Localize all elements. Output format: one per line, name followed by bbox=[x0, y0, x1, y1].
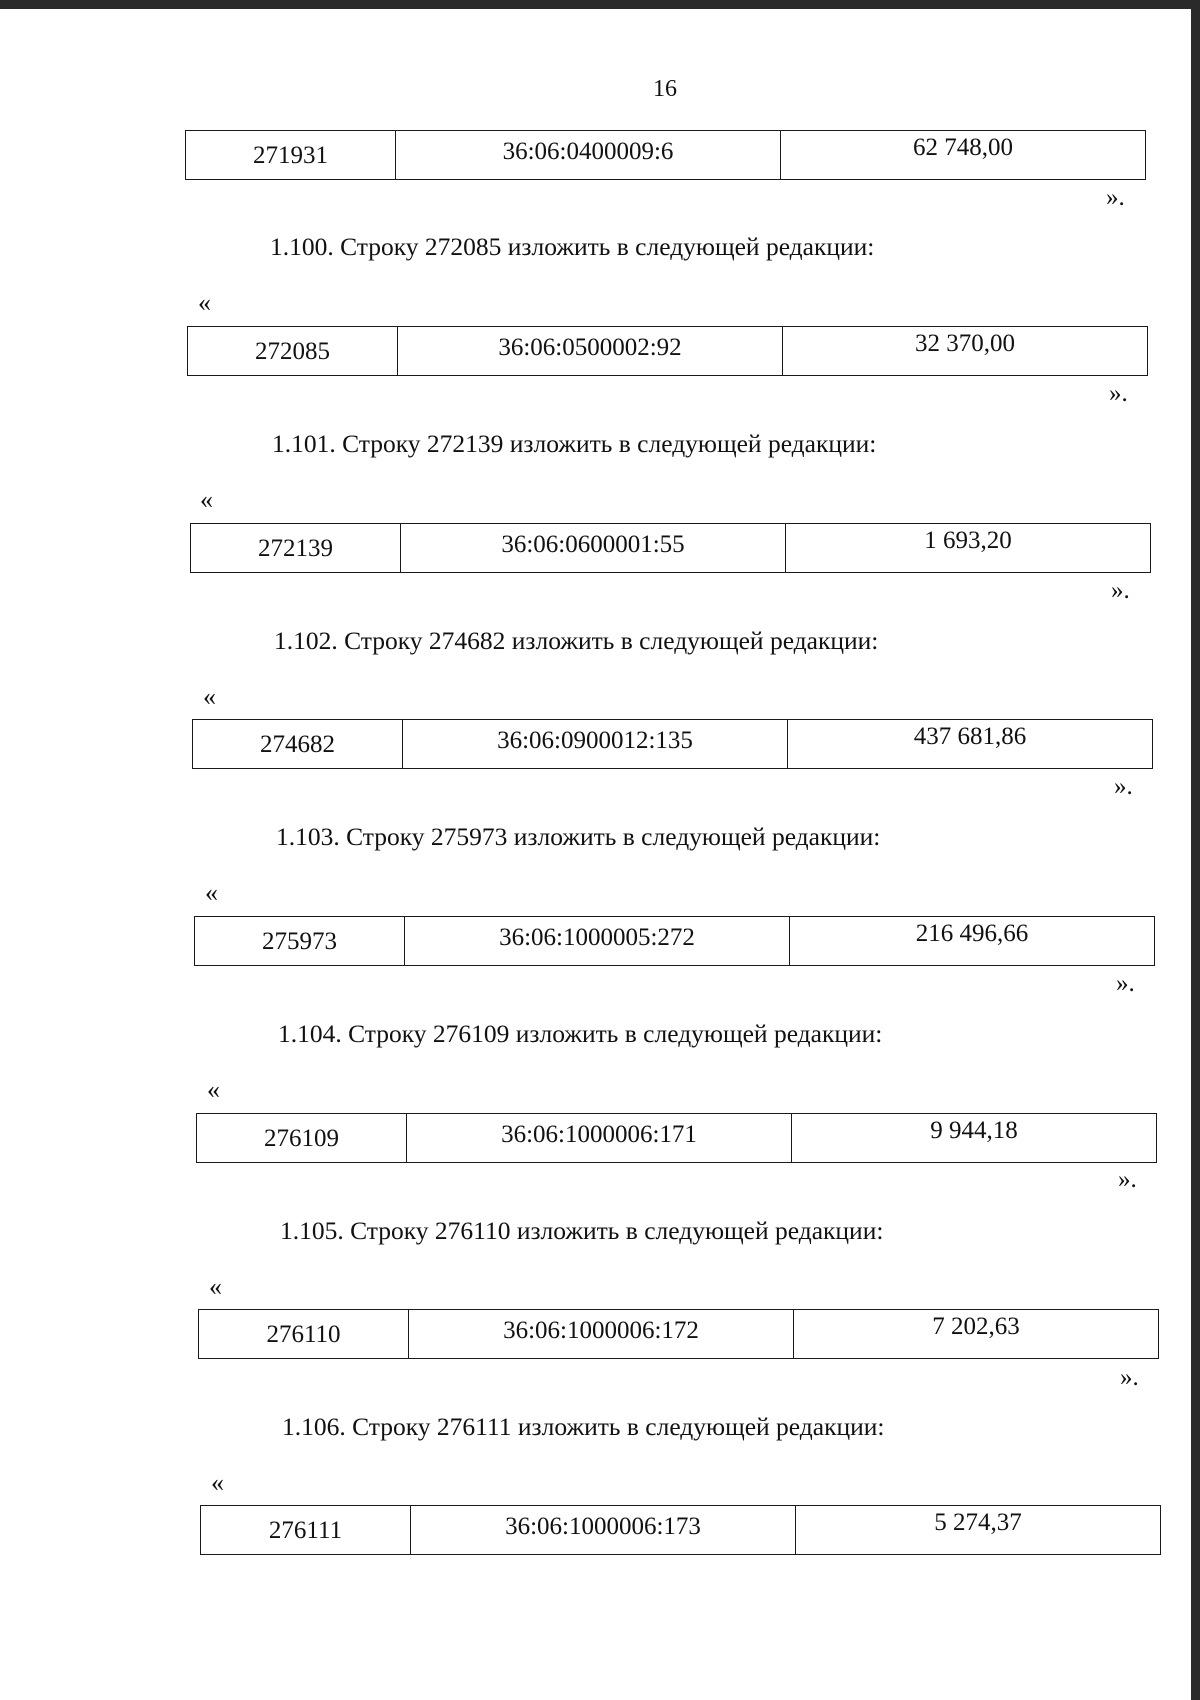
item-heading: 1.102. Строку 274682 изложить в следующей редакции: bbox=[274, 626, 879, 655]
page-number: 16 bbox=[653, 76, 677, 102]
scan-edge-right bbox=[1191, 0, 1200, 1700]
row-cadastral-cell: 36:06:0400009:6 bbox=[396, 131, 781, 179]
table-row bbox=[198, 1309, 1159, 1359]
row-cadastral-cell: 36:06:0900012:135 bbox=[403, 720, 788, 768]
row-cadastral-cell: 36:06:0600001:55 bbox=[401, 524, 786, 572]
row-code-cell: 272085 bbox=[188, 327, 398, 375]
row-value-cell: 62 748,00 bbox=[913, 134, 1013, 161]
item-heading: 1.100. Строку 272085 изложить в следующей редакции: bbox=[270, 232, 875, 261]
row-code-cell: 276111 bbox=[201, 1506, 411, 1554]
table-row bbox=[200, 1505, 1161, 1555]
table-row bbox=[190, 523, 1151, 573]
close-quote: ». bbox=[1109, 380, 1128, 407]
close-quote: ». bbox=[1118, 1166, 1137, 1193]
row-value-cell: 1 693,20 bbox=[924, 527, 1012, 554]
item-heading: 1.106. Строку 276111 изложить в следующей редакции: bbox=[282, 1412, 885, 1441]
row-cadastral-cell: 36:06:1000006:172 bbox=[409, 1310, 794, 1358]
close-quote: ». bbox=[1106, 184, 1125, 211]
item-heading: 1.101. Строку 272139 изложить в следующей редакции: bbox=[272, 429, 877, 458]
item-heading: 1.104. Строку 276109 изложить в следующей редакции: bbox=[278, 1019, 883, 1048]
row-value-cell: 437 681,86 bbox=[913, 723, 1027, 750]
row-code-cell: 276110 bbox=[199, 1310, 409, 1358]
close-quote: ». bbox=[1111, 577, 1130, 604]
row-code-cell: 272139 bbox=[191, 524, 401, 572]
table-row bbox=[187, 326, 1148, 376]
table-row bbox=[194, 916, 1155, 966]
open-quote: « bbox=[200, 485, 213, 514]
close-quote: ». bbox=[1120, 1364, 1139, 1391]
open-quote: « bbox=[211, 1468, 224, 1497]
row-code-cell: 275973 bbox=[195, 917, 405, 965]
item-heading: 1.105. Строку 276110 изложить в следующей редакции: bbox=[280, 1216, 884, 1245]
open-quote: « bbox=[209, 1272, 222, 1301]
close-quote: ». bbox=[1116, 970, 1135, 997]
scan-edge-top bbox=[0, 0, 1200, 9]
row-code-cell: 276109 bbox=[197, 1114, 407, 1162]
open-quote: « bbox=[203, 682, 216, 711]
row-value-cell: 216 496,66 bbox=[915, 920, 1029, 947]
row-value-cell: 7 202,63 bbox=[932, 1313, 1020, 1340]
row-value-cell: 32 370,00 bbox=[915, 330, 1015, 357]
row-code-cell: 274682 bbox=[193, 720, 403, 768]
table-row bbox=[185, 130, 1146, 180]
row-cadastral-cell: 36:06:1000006:173 bbox=[411, 1506, 796, 1554]
row-cadastral-cell: 36:06:1000005:272 bbox=[405, 917, 790, 965]
row-value-cell: 9 944,18 bbox=[930, 1117, 1018, 1144]
close-quote: ». bbox=[1114, 773, 1133, 800]
open-quote: « bbox=[198, 288, 211, 317]
table-row bbox=[192, 719, 1153, 769]
item-heading: 1.103. Строку 275973 изложить в следующей редакции: bbox=[276, 822, 881, 851]
open-quote: « bbox=[207, 1075, 220, 1104]
row-cadastral-cell: 36:06:0500002:92 bbox=[398, 327, 783, 375]
table-row bbox=[196, 1113, 1157, 1163]
row-value-cell: 5 274,37 bbox=[934, 1509, 1022, 1536]
row-cadastral-cell: 36:06:1000006:171 bbox=[407, 1114, 792, 1162]
open-quote: « bbox=[205, 878, 218, 907]
row-code-cell: 271931 bbox=[186, 131, 396, 179]
